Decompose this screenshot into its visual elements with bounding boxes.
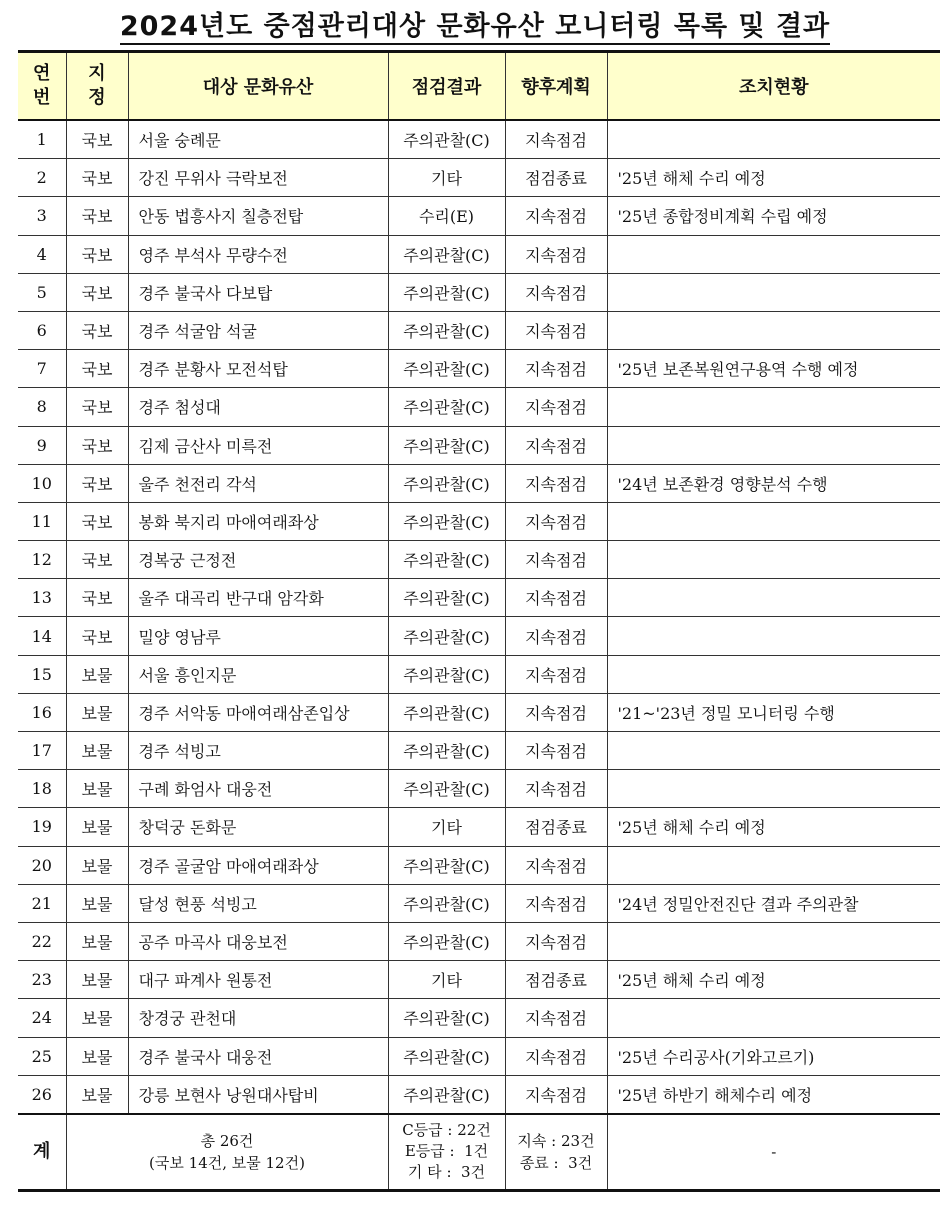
- table-row: [18, 846, 940, 884]
- cell-designation: 국보: [66, 388, 128, 426]
- header-plan: 향후계획: [505, 52, 607, 121]
- cell-plan: 지속점검: [505, 655, 607, 693]
- document-title-text: 2024년도 중점관리대상 문화유산 모니터링 목록 및 결과: [120, 11, 830, 45]
- cell-result: 주의관찰(C): [388, 693, 505, 731]
- table-row: [18, 120, 940, 159]
- table-row: [18, 1037, 940, 1075]
- cell-no: 12: [18, 541, 66, 579]
- cell-action: '25년 종합정비계획 수립 예정: [607, 197, 940, 235]
- cell-heritage: 울주 천전리 각석: [128, 464, 388, 502]
- cell-action: [607, 388, 940, 426]
- cell-no: 11: [18, 502, 66, 540]
- cell-result: 주의관찰(C): [388, 350, 505, 388]
- cell-plan: 지속점검: [505, 464, 607, 502]
- cell-designation: 국보: [66, 120, 128, 159]
- cell-no: 18: [18, 770, 66, 808]
- cell-action: '24년 정밀안전진단 결과 주의관찰: [607, 884, 940, 922]
- cell-plan: 지속점검: [505, 884, 607, 922]
- cell-result: 주의관찰(C): [388, 617, 505, 655]
- table-body: [18, 120, 940, 1114]
- table-row: [18, 197, 940, 235]
- cell-no: 9: [18, 426, 66, 464]
- cell-result: 주의관찰(C): [388, 770, 505, 808]
- cell-result: 주의관찰(C): [388, 311, 505, 349]
- cell-heritage: 경주 불국사 다보탑: [128, 273, 388, 311]
- cell-heritage: 경주 서악동 마애여래삼존입상: [128, 693, 388, 731]
- cell-designation: 국보: [66, 235, 128, 273]
- cell-designation: 보물: [66, 922, 128, 960]
- cell-designation: 보물: [66, 1037, 128, 1075]
- total-plan-end: 종료 : 3건: [519, 1153, 593, 1172]
- cell-no: 21: [18, 884, 66, 922]
- cell-heritage: 공주 마곡사 대웅보전: [128, 922, 388, 960]
- table-row: [18, 961, 940, 999]
- cell-plan: 지속점검: [505, 502, 607, 540]
- cell-plan: 지속점검: [505, 541, 607, 579]
- cell-no: 14: [18, 617, 66, 655]
- table-row: [18, 311, 940, 349]
- cell-no: 22: [18, 922, 66, 960]
- cell-plan: 지속점검: [505, 693, 607, 731]
- table-row: [18, 388, 940, 426]
- cell-heritage: 대구 파계사 원통전: [128, 961, 388, 999]
- cell-no: 3: [18, 197, 66, 235]
- cell-action: '25년 해체 수리 예정: [607, 961, 940, 999]
- cell-heritage: 경주 석굴암 석굴: [128, 311, 388, 349]
- total-count: [66, 1114, 388, 1191]
- total-plan: [505, 1114, 607, 1191]
- cell-action: '25년 해체 수리 예정: [607, 808, 940, 846]
- cell-action: [607, 235, 940, 273]
- cell-action: [607, 655, 940, 693]
- cell-action: '25년 하반기 해체수리 예정: [607, 1075, 940, 1114]
- monitoring-table: [18, 50, 940, 1192]
- cell-action: [607, 502, 940, 540]
- cell-action: [607, 922, 940, 960]
- cell-heritage: 밀양 영남루: [128, 617, 388, 655]
- cell-plan: 지속점검: [505, 617, 607, 655]
- cell-action: [607, 311, 940, 349]
- cell-plan: 지속점검: [505, 922, 607, 960]
- cell-no: 13: [18, 579, 66, 617]
- cell-no: 6: [18, 311, 66, 349]
- cell-plan: 지속점검: [505, 350, 607, 388]
- cell-designation: 국보: [66, 464, 128, 502]
- cell-result: 주의관찰(C): [388, 999, 505, 1037]
- cell-result: 주의관찰(C): [388, 426, 505, 464]
- cell-heritage: 창덕궁 돈화문: [128, 808, 388, 846]
- cell-designation: 국보: [66, 197, 128, 235]
- header-row: [18, 52, 940, 121]
- cell-action: [607, 770, 940, 808]
- cell-result: 주의관찰(C): [388, 655, 505, 693]
- table-row: [18, 579, 940, 617]
- cell-heritage: 안동 법흥사지 칠층전탑: [128, 197, 388, 235]
- cell-heritage: 서울 숭례문: [128, 120, 388, 159]
- cell-plan: 지속점검: [505, 732, 607, 770]
- table-row: [18, 922, 940, 960]
- cell-no: 19: [18, 808, 66, 846]
- cell-no: 7: [18, 350, 66, 388]
- cell-action: [607, 999, 940, 1037]
- cell-action: '25년 수리공사(기와고르기): [607, 1037, 940, 1075]
- cell-designation: 보물: [66, 961, 128, 999]
- cell-no: 1: [18, 120, 66, 159]
- total-grade-e: E등급 : 1건: [404, 1142, 489, 1161]
- cell-no: 26: [18, 1075, 66, 1114]
- cell-heritage: 울주 대곡리 반구대 암각화: [128, 579, 388, 617]
- cell-designation: 국보: [66, 502, 128, 540]
- cell-heritage: 경주 첨성대: [128, 388, 388, 426]
- cell-result: 주의관찰(C): [388, 884, 505, 922]
- cell-no: 10: [18, 464, 66, 502]
- cell-designation: 국보: [66, 273, 128, 311]
- cell-result: 주의관찰(C): [388, 273, 505, 311]
- cell-plan: 지속점검: [505, 235, 607, 273]
- table-row: [18, 464, 940, 502]
- cell-heritage: 강릉 보현사 낭원대사탑비: [128, 1075, 388, 1114]
- cell-plan: 지속점검: [505, 120, 607, 159]
- cell-result: 주의관찰(C): [388, 1075, 505, 1114]
- cell-action: [607, 273, 940, 311]
- cell-no: 25: [18, 1037, 66, 1075]
- cell-result: 주의관찰(C): [388, 464, 505, 502]
- cell-plan: 지속점검: [505, 770, 607, 808]
- total-grade-other: 기 타 : 3건: [407, 1163, 486, 1182]
- cell-no: 16: [18, 693, 66, 731]
- table-row: [18, 732, 940, 770]
- table-row: [18, 655, 940, 693]
- cell-plan: 지속점검: [505, 1075, 607, 1114]
- cell-heritage: 달성 현풍 석빙고: [128, 884, 388, 922]
- total-action: -: [607, 1114, 940, 1191]
- header-designation-text: 지 정: [88, 63, 106, 108]
- cell-result: 수리(E): [388, 197, 505, 235]
- cell-designation: 보물: [66, 1075, 128, 1114]
- table-row: [18, 350, 940, 388]
- cell-action: '21~'23년 정밀 모니터링 수행: [607, 693, 940, 731]
- cell-heritage: 창경궁 관천대: [128, 999, 388, 1037]
- cell-action: [607, 617, 940, 655]
- header-no: [18, 52, 66, 121]
- total-plan-continue: 지속 : 23건: [517, 1131, 595, 1150]
- header-designation: [66, 52, 128, 121]
- total-count-line1: 총 26건: [200, 1131, 254, 1150]
- cell-designation: 국보: [66, 350, 128, 388]
- cell-result: 기타: [388, 159, 505, 197]
- cell-no: 17: [18, 732, 66, 770]
- document-title: [0, 4, 950, 43]
- total-grade-c: C등급 : 22건: [402, 1121, 491, 1140]
- cell-action: '24년 보존환경 영향분석 수행: [607, 464, 940, 502]
- table-row: [18, 884, 940, 922]
- cell-designation: 보물: [66, 693, 128, 731]
- cell-heritage: 영주 부석사 무량수전: [128, 235, 388, 273]
- header-result: 점검결과: [388, 52, 505, 121]
- cell-designation: 보물: [66, 999, 128, 1037]
- cell-plan: 지속점검: [505, 1037, 607, 1075]
- cell-heritage: 경주 불국사 대웅전: [128, 1037, 388, 1075]
- cell-designation: 보물: [66, 732, 128, 770]
- cell-heritage: 구례 화엄사 대웅전: [128, 770, 388, 808]
- table-row: [18, 617, 940, 655]
- cell-result: 주의관찰(C): [388, 732, 505, 770]
- cell-heritage: 경복궁 근정전: [128, 541, 388, 579]
- cell-no: 20: [18, 846, 66, 884]
- table-row: [18, 999, 940, 1037]
- cell-action: [607, 426, 940, 464]
- total-count-line2: (국보 14건, 보물 12건): [149, 1153, 305, 1172]
- cell-heritage: 경주 석빙고: [128, 732, 388, 770]
- cell-result: 주의관찰(C): [388, 1037, 505, 1075]
- cell-plan: 점검종료: [505, 961, 607, 999]
- cell-no: 5: [18, 273, 66, 311]
- table-row: [18, 770, 940, 808]
- cell-result: 주의관찰(C): [388, 579, 505, 617]
- cell-designation: 보물: [66, 655, 128, 693]
- cell-designation: 국보: [66, 617, 128, 655]
- cell-action: [607, 732, 940, 770]
- cell-designation: 보물: [66, 770, 128, 808]
- cell-result: 주의관찰(C): [388, 541, 505, 579]
- cell-no: 8: [18, 388, 66, 426]
- cell-plan: 지속점검: [505, 273, 607, 311]
- header-no-text: 연 번: [33, 63, 51, 108]
- cell-plan: 지속점검: [505, 197, 607, 235]
- cell-no: 2: [18, 159, 66, 197]
- table-row: [18, 1075, 940, 1114]
- cell-action: '25년 보존복원연구용역 수행 예정: [607, 350, 940, 388]
- cell-designation: 국보: [66, 541, 128, 579]
- table-row: [18, 235, 940, 273]
- cell-plan: 지속점검: [505, 388, 607, 426]
- cell-designation: 국보: [66, 579, 128, 617]
- cell-action: [607, 846, 940, 884]
- cell-no: 23: [18, 961, 66, 999]
- cell-result: 주의관찰(C): [388, 502, 505, 540]
- cell-result: 주의관찰(C): [388, 922, 505, 960]
- table-row: [18, 159, 940, 197]
- total-row: [18, 1114, 940, 1191]
- cell-plan: 점검종료: [505, 159, 607, 197]
- cell-result: 주의관찰(C): [388, 388, 505, 426]
- cell-action: [607, 541, 940, 579]
- cell-result: 기타: [388, 808, 505, 846]
- cell-designation: 국보: [66, 311, 128, 349]
- cell-no: 4: [18, 235, 66, 273]
- cell-action: [607, 120, 940, 159]
- table-row: [18, 693, 940, 731]
- cell-action: [607, 579, 940, 617]
- cell-plan: 지속점검: [505, 846, 607, 884]
- cell-heritage: 경주 골굴암 마애여래좌상: [128, 846, 388, 884]
- cell-plan: 지속점검: [505, 311, 607, 349]
- header-heritage: 대상 문화유산: [128, 52, 388, 121]
- table-row: [18, 541, 940, 579]
- table-row: [18, 273, 940, 311]
- cell-plan: 지속점검: [505, 426, 607, 464]
- header-action: 조치현황: [607, 52, 940, 121]
- cell-action: '25년 해체 수리 예정: [607, 159, 940, 197]
- cell-plan: 점검종료: [505, 808, 607, 846]
- cell-designation: 보물: [66, 884, 128, 922]
- cell-designation: 국보: [66, 426, 128, 464]
- cell-result: 주의관찰(C): [388, 235, 505, 273]
- cell-plan: 지속점검: [505, 999, 607, 1037]
- cell-result: 기타: [388, 961, 505, 999]
- cell-plan: 지속점검: [505, 579, 607, 617]
- cell-no: 15: [18, 655, 66, 693]
- total-label: 계: [18, 1114, 66, 1191]
- table-row: [18, 426, 940, 464]
- table-row: [18, 502, 940, 540]
- cell-designation: 보물: [66, 846, 128, 884]
- cell-heritage: 서울 흥인지문: [128, 655, 388, 693]
- cell-designation: 보물: [66, 808, 128, 846]
- cell-designation: 국보: [66, 159, 128, 197]
- cell-heritage: 강진 무위사 극락보전: [128, 159, 388, 197]
- total-grades: [388, 1114, 505, 1191]
- cell-heritage: 경주 분황사 모전석탑: [128, 350, 388, 388]
- cell-no: 24: [18, 999, 66, 1037]
- cell-heritage: 봉화 북지리 마애여래좌상: [128, 502, 388, 540]
- cell-result: 주의관찰(C): [388, 120, 505, 159]
- table-row: [18, 808, 940, 846]
- cell-heritage: 김제 금산사 미륵전: [128, 426, 388, 464]
- cell-result: 주의관찰(C): [388, 846, 505, 884]
